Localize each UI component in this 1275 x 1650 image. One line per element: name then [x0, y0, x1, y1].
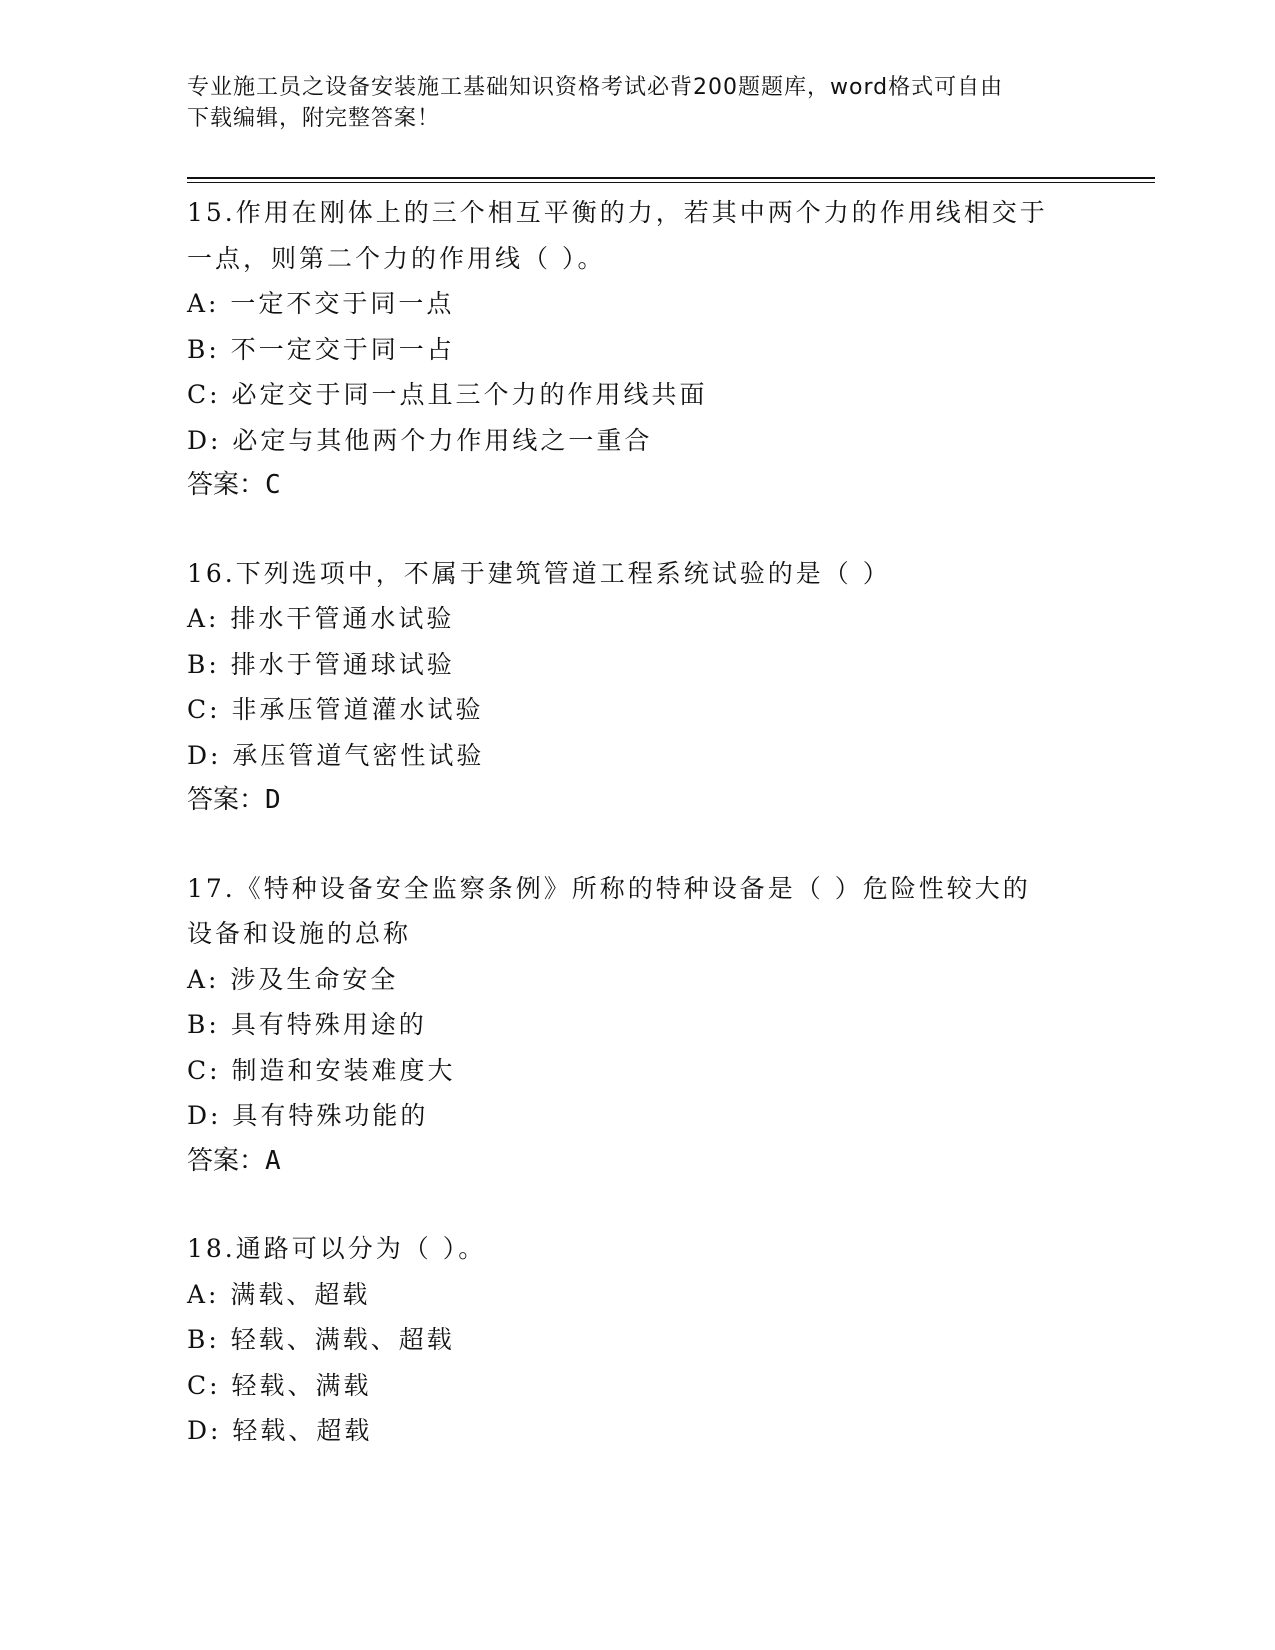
- option-b: B: 不一定交于同一占: [187, 334, 455, 364]
- header-divider-thin: [187, 182, 1155, 183]
- question-stem: 设备和设施的总称: [187, 919, 412, 948]
- option-a: A: 排水干管通水试验: [187, 604, 455, 633]
- answer-value: A: [265, 1145, 281, 1176]
- header-divider-thick: [187, 177, 1155, 179]
- option-a: A: 涉及生命安全: [187, 964, 399, 994]
- option-a: A: 一定不交于同一点: [187, 289, 455, 318]
- answer-label: 答案：: [187, 1145, 266, 1176]
- option-d: D: 承压管道气密性试验: [187, 740, 485, 770]
- question-stem: 18.通路可以分为（ ）。: [187, 1234, 487, 1263]
- question-stem: 15.作用在刚体上的三个相互平衡的力，若其中两个力的作用线相交于: [187, 198, 1048, 227]
- answer-line: [187, 1139, 1087, 1185]
- answer-value: D: [265, 785, 281, 815]
- question-16: [187, 551, 1087, 824]
- header-line-2: 下载编辑，附完整答案！: [187, 106, 441, 131]
- answer-line: [187, 778, 1087, 824]
- question-list: [187, 190, 1087, 1496]
- option-d: D: 轻载、超载: [187, 1416, 373, 1445]
- option-a: A: 满载、超载: [187, 1279, 371, 1309]
- header-line-1: 专业施工员之设备安装施工基础知识资格考试必背200题题库，word格式可自由: [187, 75, 1004, 100]
- option-b: B: 轻载、满载、超载: [187, 1325, 455, 1354]
- answer-line: [187, 463, 1087, 509]
- option-b: B: 排水于管通球试验: [187, 649, 455, 679]
- option-c: C: 制造和安装难度大: [187, 1055, 456, 1085]
- option-c: C: 非承压管道灌水试验: [187, 695, 484, 724]
- answer-label: 答案：: [187, 785, 266, 815]
- option-c: C: 轻载、满载: [187, 1370, 372, 1400]
- question-18: [187, 1226, 1087, 1454]
- question-15: [187, 190, 1087, 509]
- answer-label: 答案：: [187, 470, 266, 500]
- question-stem: 17.《特种设备安全监察条例》所称的特种设备是（ ）危险性较大的: [187, 873, 1031, 903]
- option-b: B: 具有特殊用途的: [187, 1010, 427, 1039]
- option-c: C: 必定交于同一点且三个力的作用线共面: [187, 380, 708, 409]
- option-d: D: 必定与其他两个力作用线之一重合: [187, 425, 653, 455]
- document-header: [187, 72, 1087, 134]
- question-stem: 16.下列选项中，不属于建筑管道工程系统试验的是（ ）: [187, 558, 891, 588]
- question-stem: 一点，则第二个力的作用线（ ）。: [187, 243, 606, 273]
- option-d: D: 具有特殊功能的: [187, 1101, 429, 1130]
- question-17: [187, 866, 1087, 1185]
- answer-value: C: [265, 470, 281, 500]
